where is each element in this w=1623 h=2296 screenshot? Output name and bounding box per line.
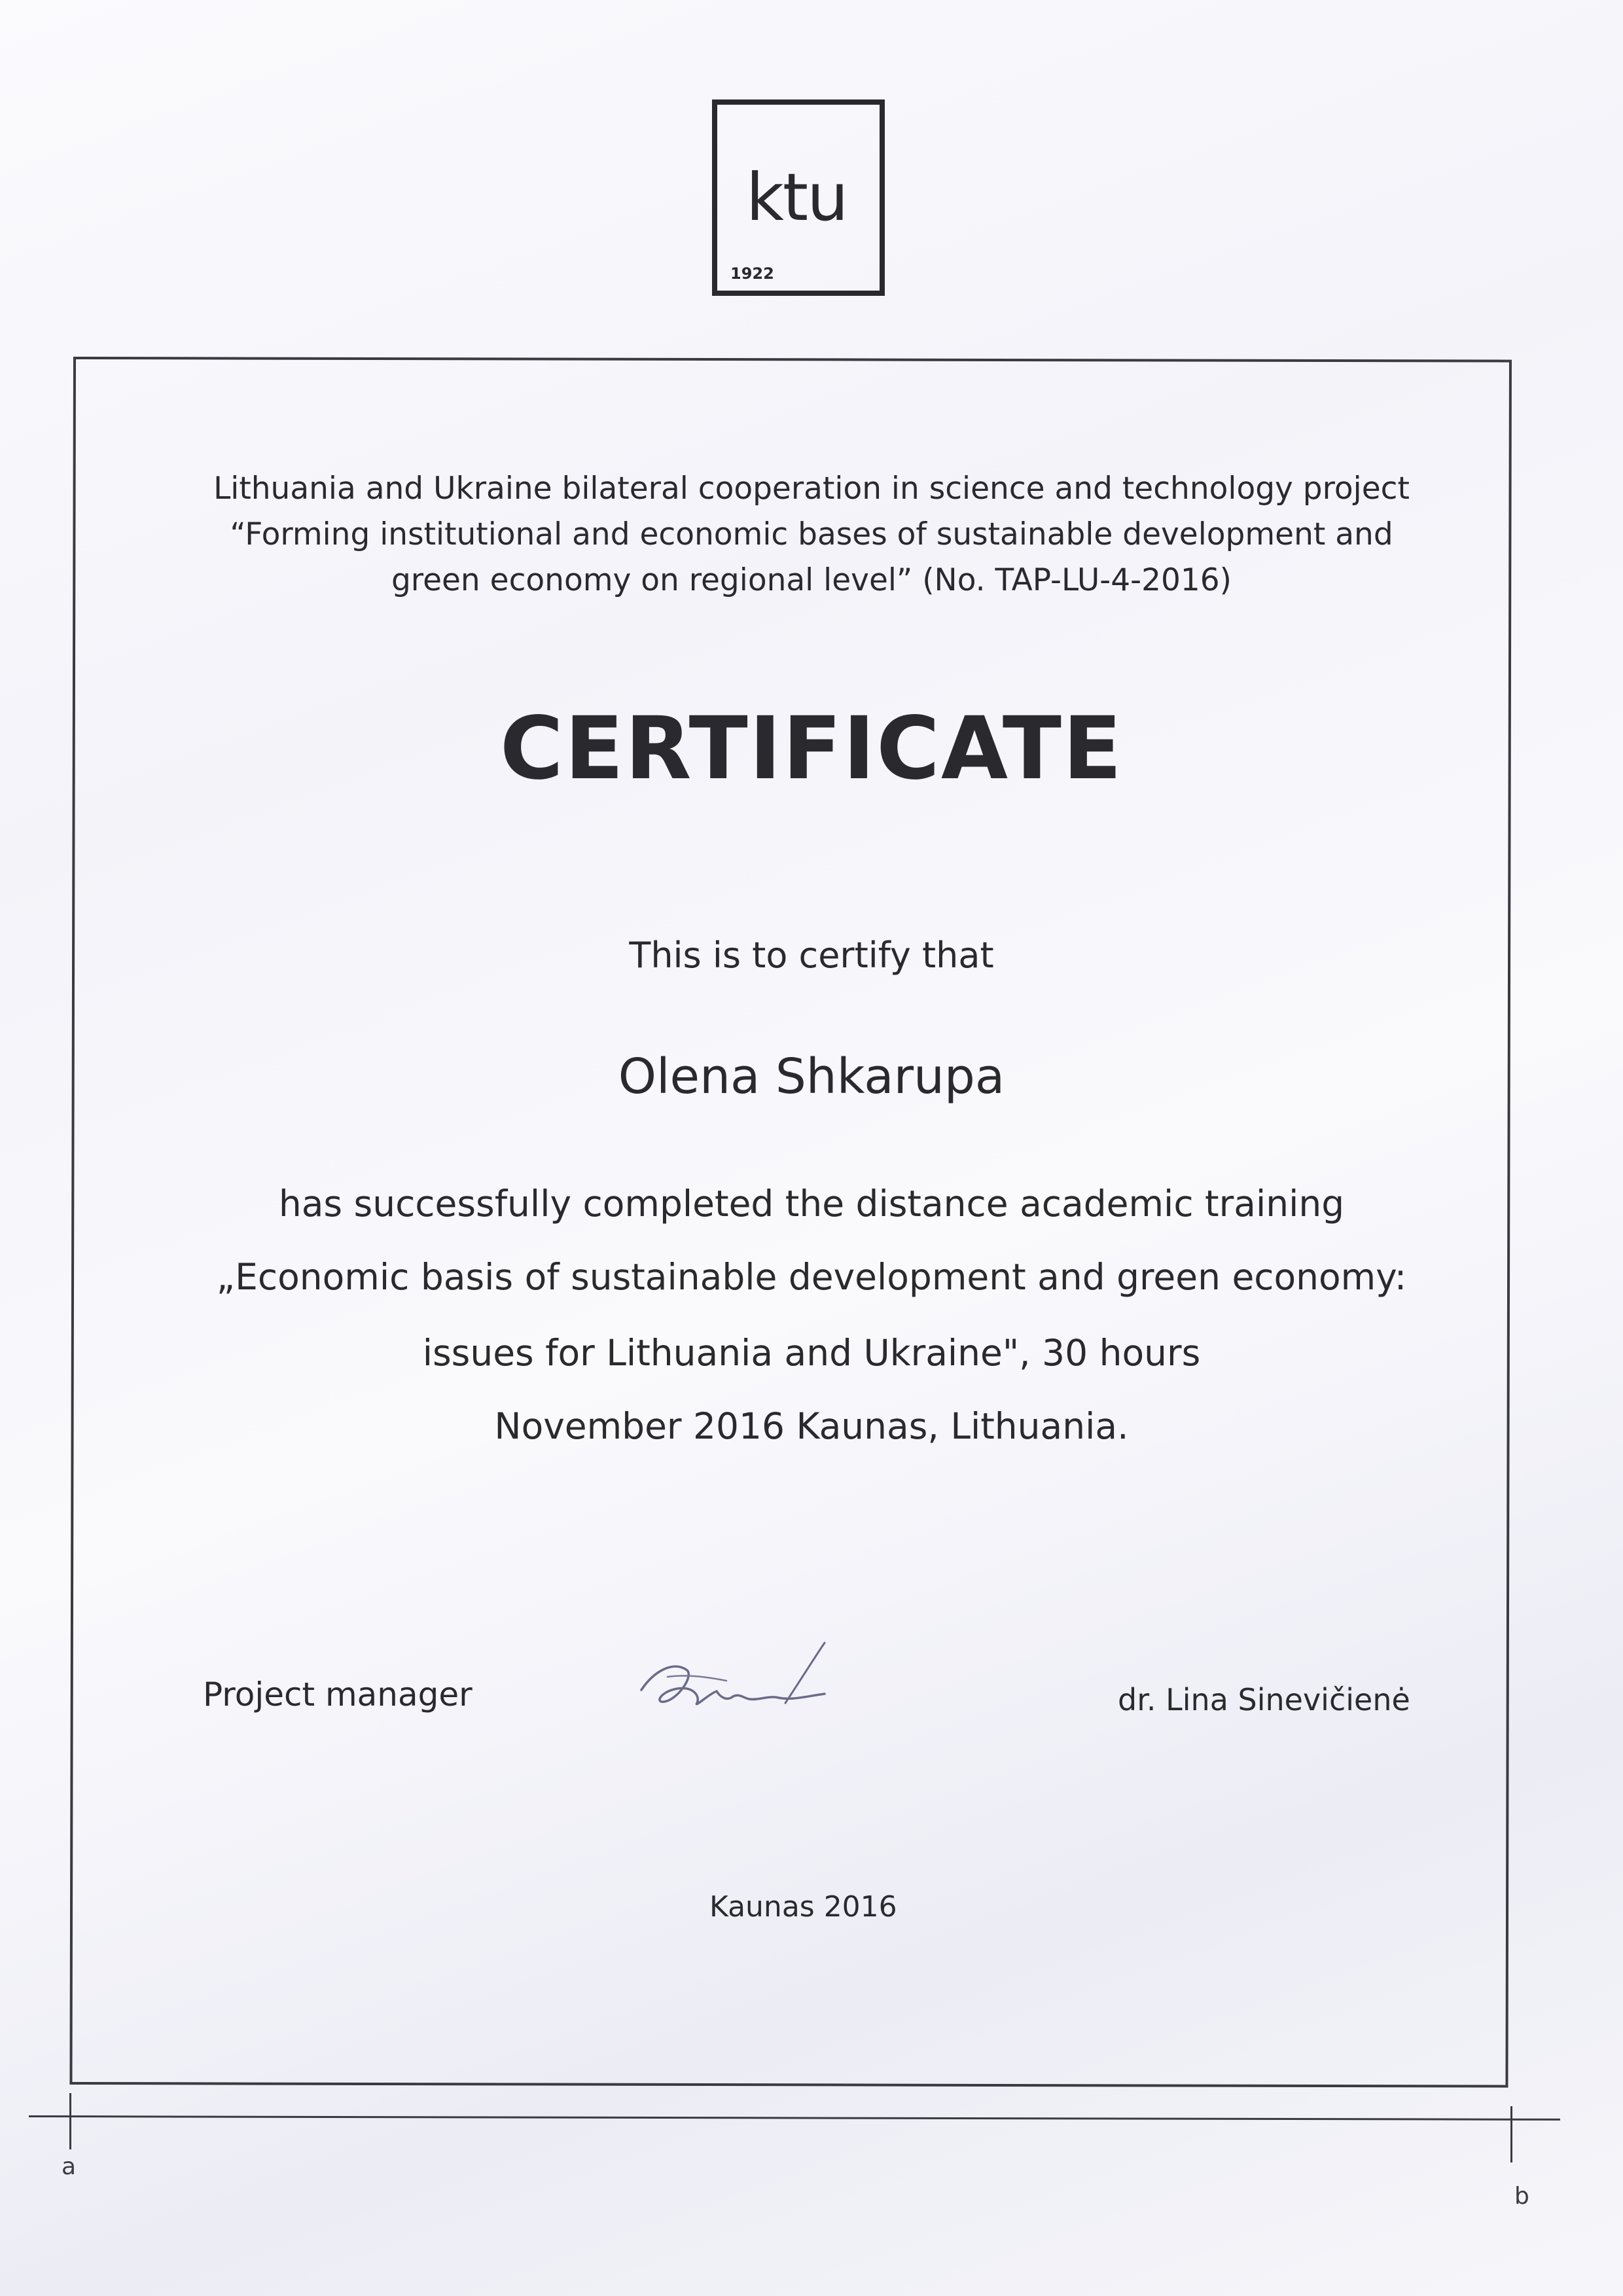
signature-image [628,1631,838,1729]
project-line-3: green economy on regional level” (No. TAP-LU-4-2016) [391,562,1232,598]
date-place-line: November 2016 Kaunas, Lithuania. [494,1405,1129,1447]
logo-text: ktu [746,159,847,236]
crop-tick-right [1510,2106,1512,2162]
course-title-line-2: issues for Lithuania and Ukraine", 30 hours [422,1332,1201,1374]
logo-year: 1922 [730,264,774,283]
place-year: Kaunas 2016 [709,1890,897,1924]
completion-line: has successfully completed the distance academic training [278,1183,1345,1225]
recipient-name: Olena Shkarupa [618,1049,1005,1105]
certify-text: This is to certify that [629,935,994,976]
crop-line [29,2115,1560,2121]
crop-mark-b: b [1514,2183,1529,2210]
crop-mark-a: a [62,2153,77,2180]
signatory-role: Project manager [203,1676,473,1713]
certificate-title: CERTIFICATE [499,698,1124,799]
ktu-logo [712,99,885,296]
project-description [98,466,1525,603]
project-line-1: Lithuania and Ukraine bilateral cooperation in science and technology project [213,471,1410,507]
course-title-line-1: „Economic basis of sustainable development and green economy: [216,1256,1407,1298]
signatory-name: dr. Lina Sinevičienė [1118,1682,1410,1717]
crop-tick-left [69,2093,71,2149]
project-line-2: “Forming institutional and economic bases of sustainable development and [230,516,1393,552]
